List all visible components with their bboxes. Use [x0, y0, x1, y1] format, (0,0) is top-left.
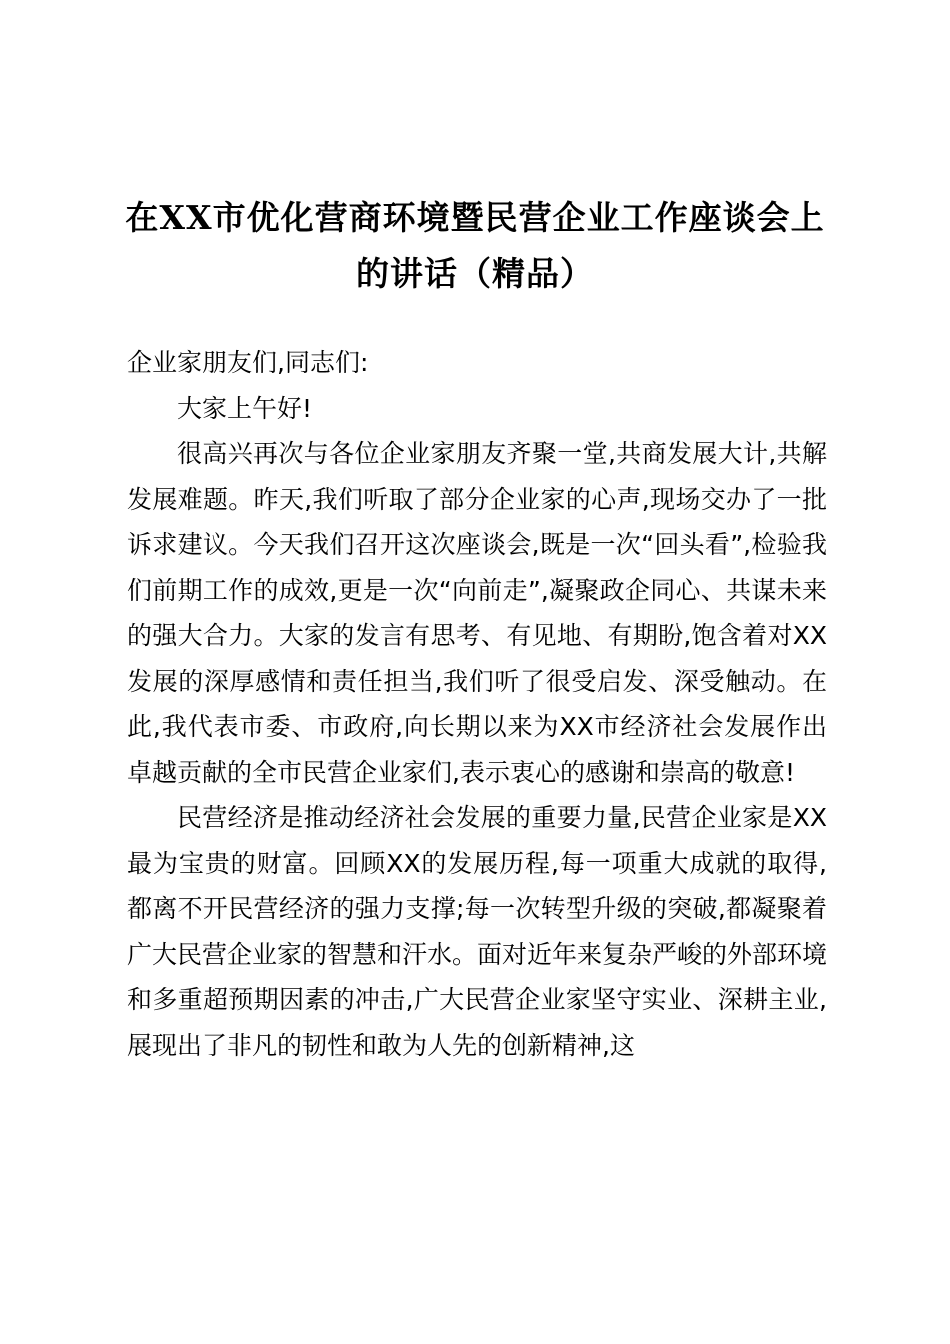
- paragraph: 民营经济是推动经济社会发展的重要力量,民营企业家是XX最为宝贵的财富。回顾XX的发展历程,每一项重大成就的取得,都离不开民营经济的强力支撑;每一次转型升级的突破,都凝聚着广大民营企业家的智慧和汗水。面对近年来复杂严峻的外部环境和多重超预期因素的冲击,广大民营企业家坚守实业、深耕主业,展现出了非凡的韧性和敢为人先的创新精神,这: [127, 803, 828, 1060]
- paragraph: 很高兴再次与各位企业家朋友齐聚一堂,共商发展大计,共解发展难题。昨天,我们听取了部分企业家的心声,现场交办了一批诉求建议。今天我们召开这次座谈会,既是一次“回头看”,检验我们前期工作的成效,更是一次“向前走”,凝聚政企同心、共谋未来的强大合力。大家的发言有思考、有见地、有期盼,饱含着对XX发展的深厚感情和责任担当,我们听了很受启发、深受触动。在此,我代表市委、市政府,向长期以来为XX市经济社会发展作出卓越贡献的全市民营企业家们,表示衷心的感谢和崇高的敬意!: [127, 439, 827, 787]
- document-body: [127, 340, 827, 1068]
- salutation: 企业家朋友们,同志们:: [127, 348, 369, 377]
- document-title: 在XX市优化营商环境暨民营企业工作座谈会上的讲话（精品）: [125, 198, 825, 293]
- paragraph: 大家上午好!: [177, 393, 313, 423]
